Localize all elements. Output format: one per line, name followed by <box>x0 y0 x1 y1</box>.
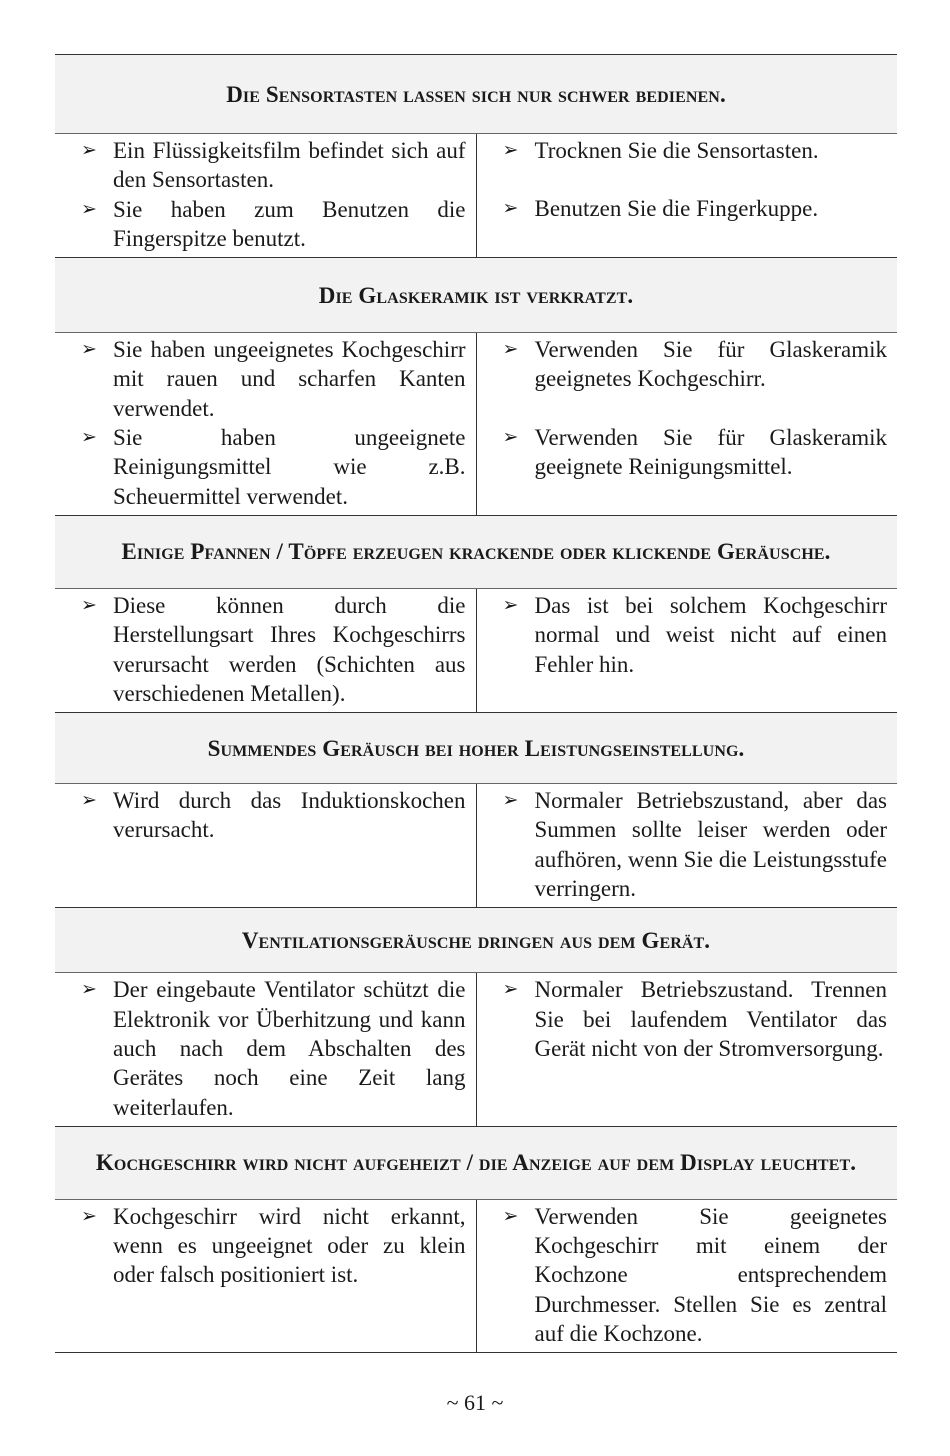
section-header <box>55 1126 897 1199</box>
section-row <box>55 973 897 1126</box>
section-row <box>55 588 897 712</box>
section-row <box>55 784 897 908</box>
cause-cell <box>55 1199 476 1352</box>
solution-item: ➢ Trocknen Sie die Sensortasten. <box>503 136 888 165</box>
section-row <box>55 1199 897 1352</box>
solution-cell <box>476 784 897 908</box>
cause-item: ➢ Kochgeschirr wird nicht erkannt, wenn es ungeeignet oder zu klein oder falsch positioniert ist. <box>81 1203 466 1288</box>
cause-cell <box>55 784 476 908</box>
section-title: Summendes Geräusch bei hoher Leistungseinstellung. <box>55 713 897 784</box>
cause-item: ➢ Der eingebaute Ventilator schützt die Elektronik vor Überhitzung und kann auch nach dem Abschalten des Gerätes noch eine Zeit lang weiterlaufen. <box>81 977 466 1120</box>
solution-cell <box>476 1199 897 1352</box>
cause-item: ➢ Sie haben zum Benutzen die Fingerspitze benutzt. <box>81 196 466 251</box>
solution-cell <box>476 973 897 1126</box>
section-row <box>55 134 897 258</box>
cause-item: ➢ Sie haben ungeeignete Reinigungsmittel wie z.B. Scheuermittel verwendet. <box>81 425 466 509</box>
solution-item: ➢ Verwenden Sie geeignetes Kochgeschirr mit einem der Kochzone entsprechendem Durchmesser. Stellen Sie es zentral auf die Kochzone. <box>502 1203 887 1347</box>
arrow-bullet-icon: ➢ <box>81 789 97 812</box>
arrow-bullet-icon: ➢ <box>81 139 97 161</box>
cause-item: ➢ Ein Flüssigkeitsfilm befindet sich auf den Sensortasten. <box>81 138 466 193</box>
arrow-bullet-icon: ➢ <box>502 1204 519 1227</box>
section-title: Ventilationsgeräusche dringen aus dem Gerät. <box>55 908 897 973</box>
section-header <box>55 55 897 134</box>
section-title: Die Glaskeramik ist verkratzt. <box>55 258 897 333</box>
section-row <box>55 333 897 516</box>
cause-item: ➢ Wird durch das Induktionskochen verursacht. <box>81 788 466 843</box>
arrow-bullet-icon: ➢ <box>502 197 519 220</box>
cause-item: ➢ Diese können durch die Herstellungsart Ihres Kochgeschirrs verursacht werden (Schichten aus verschiedenen Metallen). <box>81 592 466 706</box>
cause-cell <box>55 134 476 258</box>
solution-item: ➢ Normaler Betriebszustand, aber das Summen sollte leiser werden oder aufhören, wenn Sie die Leistungsstufe verringern. <box>502 788 887 902</box>
solution-item: ➢ Das ist bei solchem Kochgeschirr normal und weist nicht auf einen Fehler hin. <box>502 592 887 677</box>
arrow-bullet-icon: ➢ <box>502 425 519 448</box>
arrow-bullet-icon: ➢ <box>502 978 519 1001</box>
solution-cell <box>476 134 897 258</box>
cause-cell <box>55 333 476 516</box>
section-title: Die Sensortasten lassen sich nur schwer bedienen. <box>55 55 897 134</box>
section-header <box>55 908 897 973</box>
page-number: ~ 61 ~ <box>446 1390 504 1415</box>
arrow-bullet-icon: ➢ <box>81 338 97 361</box>
solution-item: ➢ Benutzen Sie die Fingerkuppe. <box>503 194 888 223</box>
section-header <box>55 515 897 588</box>
section-title: Kochgeschirr wird nicht aufgeheizt / die Anzeige auf dem Display leuchtet. <box>55 1126 897 1199</box>
arrow-bullet-icon: ➢ <box>502 789 519 812</box>
arrow-bullet-icon: ➢ <box>502 338 519 361</box>
cause-cell <box>55 588 476 712</box>
cause-item: ➢ Sie haben ungeeignetes Kochgeschirr mit rauen und scharfen Kanten verwendet. <box>81 337 466 421</box>
troubleshooting-page <box>55 54 897 1353</box>
solution-item: ➢ Verwenden Sie für Glaskeramik geeignete Reinigungsmittel. <box>502 424 887 480</box>
troubleshooting-table <box>55 54 897 1353</box>
arrow-bullet-icon: ➢ <box>502 593 519 616</box>
arrow-bullet-icon: ➢ <box>81 426 97 449</box>
arrow-bullet-icon: ➢ <box>81 978 97 1001</box>
solution-cell <box>476 588 897 712</box>
arrow-bullet-icon: ➢ <box>81 593 97 616</box>
arrow-bullet-icon: ➢ <box>81 197 97 220</box>
section-header <box>55 713 897 784</box>
arrow-bullet-icon: ➢ <box>81 1204 97 1227</box>
section-header <box>55 258 897 333</box>
section-title: Einige Pfannen / Töpfe erzeugen krackende oder klickende Geräusche. <box>55 515 897 588</box>
solution-item: ➢ Normaler Betriebszustand. Trennen Sie bei laufendem Ventilator das Gerät nicht von der Stromversorgung. <box>502 977 887 1061</box>
cause-cell <box>55 973 476 1126</box>
solution-cell <box>476 333 897 516</box>
arrow-bullet-icon: ➢ <box>502 139 519 161</box>
solution-item: ➢ Verwenden Sie für Glaskeramik geeignetes Kochgeschirr. <box>502 337 887 392</box>
